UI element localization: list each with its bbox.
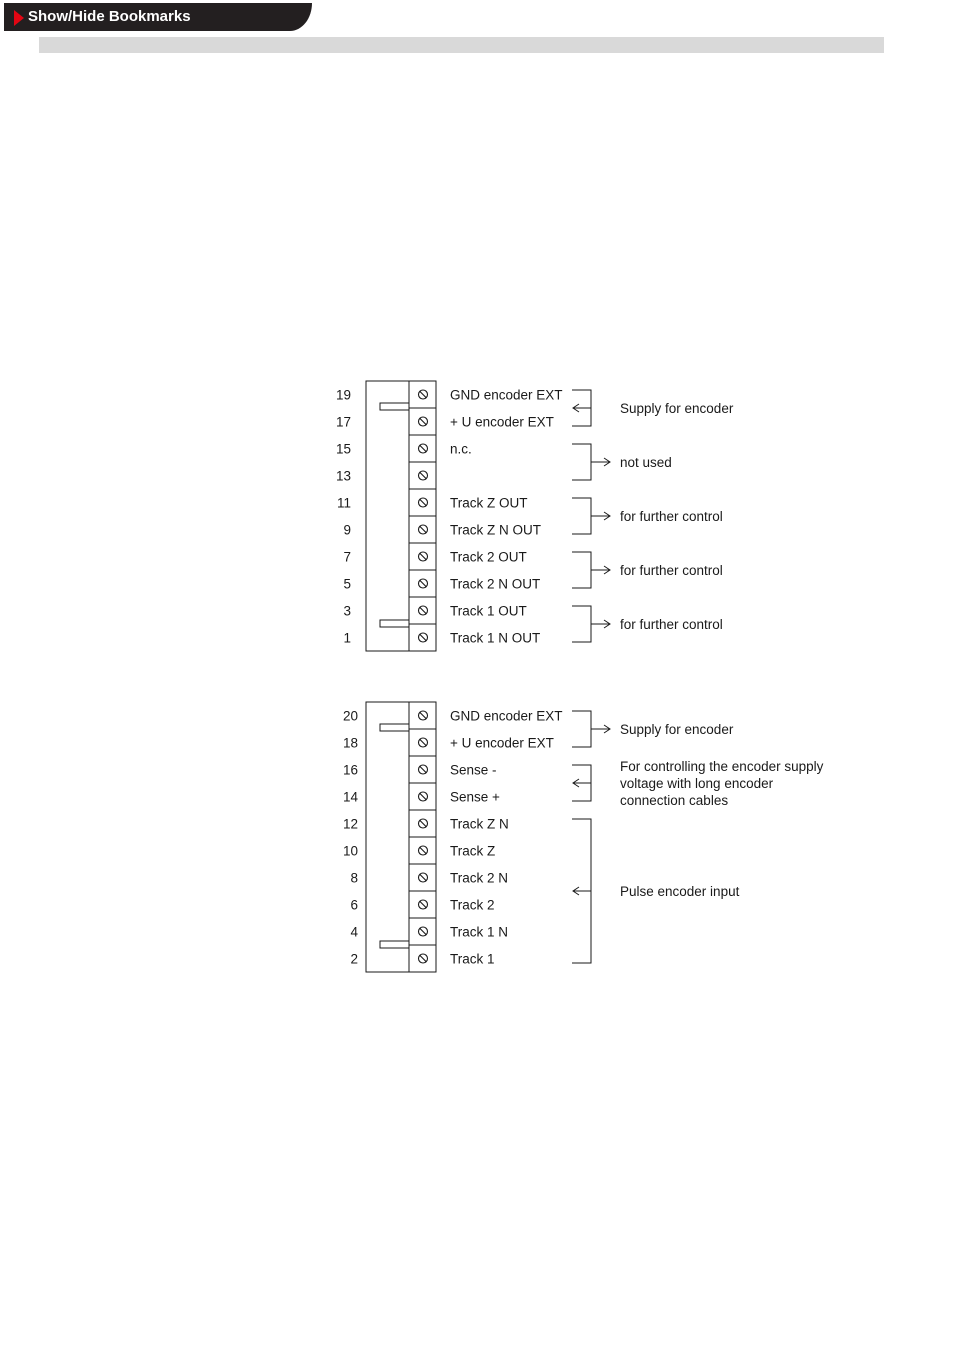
- screw-slot: [420, 392, 426, 398]
- top-connector-pin-number: 19: [335, 387, 351, 403]
- bottom-connector-pin-number: 8: [350, 870, 358, 886]
- bottom-connector-signal-label: Track Z N: [450, 816, 509, 832]
- top-connector-group-label: for further control: [620, 617, 723, 632]
- top-connector-pin-number: 15: [335, 441, 351, 457]
- screw-slot: [420, 821, 426, 827]
- screw-slot: [420, 740, 426, 746]
- screw-slot: [420, 635, 426, 641]
- top-connector-signal-label: Track Z OUT: [450, 495, 528, 511]
- screw-slot: [420, 713, 426, 719]
- bookmarks-label: Show/Hide Bookmarks: [28, 8, 191, 25]
- bottom-connector-pin-number: 14: [342, 789, 358, 805]
- bottom-connector-pin-number: 10: [342, 843, 358, 859]
- screw-slot: [420, 527, 426, 533]
- top-connector-signal-label: GND encoder EXT: [450, 387, 563, 403]
- screw-slot: [420, 848, 426, 854]
- bottom-connector-latch-bottom: [380, 941, 409, 948]
- top-connector-group-bracket: [572, 444, 591, 480]
- bottom-connector-signal-label: Sense +: [450, 789, 500, 805]
- screw-slot: [420, 554, 426, 560]
- top-connector-group-bracket: [572, 498, 591, 534]
- screw-slot: [420, 794, 426, 800]
- bottom-connector-signal-label: Track Z: [450, 843, 496, 859]
- top-connector-pin-number: 17: [335, 414, 351, 430]
- top-connector-signal-label: n.c.: [450, 441, 472, 457]
- bottom-connector-pin-number: 12: [342, 816, 358, 832]
- top-connector-signal-label: Track 1 N OUT: [450, 630, 541, 646]
- bottom-connector-pin-number: 2: [350, 951, 358, 967]
- screw-slot: [420, 581, 426, 587]
- top-connector-signal-label: + U encoder EXT: [450, 414, 554, 430]
- bottom-connector-signal-label: + U encoder EXT: [450, 735, 554, 751]
- screw-slot: [420, 500, 426, 506]
- screw-slot: [420, 902, 426, 908]
- bottom-connector-group-label: connection cables: [620, 793, 729, 808]
- top-connector-latch-bottom: [380, 620, 409, 627]
- screw-slot: [420, 929, 426, 935]
- bottom-connector-latch-top: [380, 724, 409, 731]
- bottom-connector-group-label: Supply for encoder: [620, 722, 734, 737]
- top-connector-pin-number: 5: [343, 576, 351, 592]
- bottom-connector-group-label: For controlling the encoder supply: [620, 759, 824, 774]
- bottom-connector-signal-label: Sense -: [450, 762, 497, 778]
- top-connector-group-bracket: [572, 606, 591, 642]
- top-connector-pin-number: 9: [343, 522, 351, 538]
- top-connector-pin-number: 3: [343, 603, 351, 619]
- bottom-connector-group-label: Pulse encoder input: [620, 884, 740, 899]
- screw-slot: [420, 446, 426, 452]
- bottom-connector-signal-label: GND encoder EXT: [450, 708, 563, 724]
- screw-slot: [420, 419, 426, 425]
- screw-slot: [420, 956, 426, 962]
- bottom-connector-pin-number: 6: [350, 897, 358, 913]
- top-connector-group-label: not used: [620, 455, 672, 470]
- bottom-connector-signal-label: Track 2 N: [450, 870, 509, 886]
- bottom-connector-group-label: voltage with long encoder: [620, 776, 774, 791]
- bottom-connector-signal-label: Track 2: [450, 897, 495, 913]
- top-connector-group-bracket: [572, 552, 591, 588]
- top-connector-signal-label: Track 1 OUT: [450, 603, 527, 619]
- top-connector-signal-label: Track 2 N OUT: [450, 576, 541, 592]
- bottom-connector-pin-number: 20: [342, 708, 358, 724]
- bottom-connector-pin-number: 4: [350, 924, 358, 940]
- bottom-connector-signal-label: Track 1: [450, 951, 495, 967]
- bottom-connector-group-bracket: [572, 711, 591, 747]
- top-connector-signal-label: Track 2 OUT: [450, 549, 527, 565]
- bottom-connector-pin-number: 16: [342, 762, 358, 778]
- top-connector-group-label: for further control: [620, 509, 723, 524]
- screw-slot: [420, 473, 426, 479]
- top-connector-pin-number: 7: [343, 549, 351, 565]
- screw-slot: [420, 875, 426, 881]
- top-connector-group-label: for further control: [620, 563, 723, 578]
- bottom-connector-signal-label: Track 1 N: [450, 924, 509, 940]
- top-connector-signal-label: Track Z N OUT: [450, 522, 541, 538]
- top-connector-group-label: Supply for encoder: [620, 401, 734, 416]
- top-connector-pin-number: 1: [343, 630, 351, 646]
- screw-slot: [420, 767, 426, 773]
- top-connector-pin-number: 11: [336, 495, 351, 511]
- bottom-connector-pin-number: 18: [342, 735, 358, 751]
- screw-slot: [420, 608, 426, 614]
- top-connector-latch-top: [380, 403, 409, 410]
- top-connector-pin-number: 13: [335, 468, 351, 484]
